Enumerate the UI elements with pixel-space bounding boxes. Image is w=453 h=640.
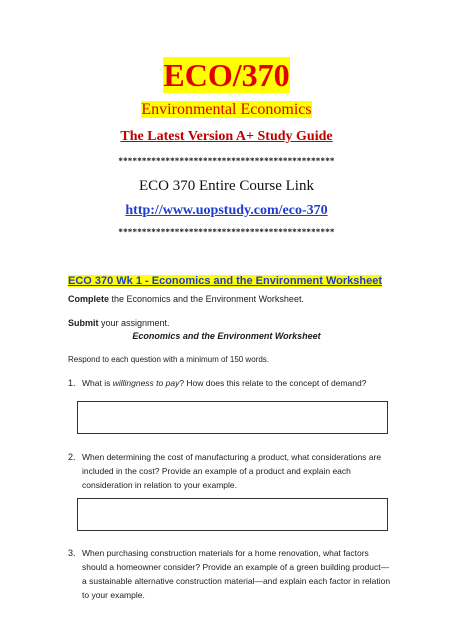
worksheet-title: Economics and the Environment Worksheet: [132, 331, 321, 341]
complete-instruction: Complete the Economics and the Environment Worksheet.: [68, 294, 304, 304]
question-1-number: 1.: [68, 378, 76, 388]
course-name: Environmental Economics: [141, 101, 312, 118]
question-3-number: 3.: [68, 548, 76, 558]
course-link-label: ECO 370 Entire Course Link: [139, 178, 314, 194]
study-guide-label: The Latest Version A+ Study Guide: [120, 129, 333, 144]
question-1-text: What is willingness to pay? How does this relate to the concept of demand?: [82, 378, 367, 388]
question-2-number: 2.: [68, 452, 76, 462]
answer-box-1[interactable]: [77, 401, 388, 434]
respond-instruction: Respond to each question with a minimum of 150 words.: [68, 355, 269, 364]
star-divider-top: **********************************************: [118, 156, 335, 166]
course-url-link[interactable]: http://www.uopstudy.com/eco-370: [125, 203, 328, 218]
assignment-heading[interactable]: ECO 370 Wk 1 - Economics and the Environment Worksheet: [68, 275, 382, 287]
star-divider-bottom: **********************************************: [118, 227, 335, 237]
submit-instruction: Submit your assignment.: [68, 318, 170, 328]
question-3-text: When purchasing construction materials for a home renovation, what factors should a homeowner consider? Provide an example of a green building product—a sustainable alternative construction material—and explain each factor in relation to your example.: [82, 548, 391, 600]
question-2-text: When determining the cost of manufacturing a product, what considerations are included in the cost? Provide an example of a product and explain each consideration in relation to your example.: [82, 452, 382, 490]
answer-box-2[interactable]: [77, 498, 388, 531]
course-code-title: ECO/370: [163, 57, 290, 93]
